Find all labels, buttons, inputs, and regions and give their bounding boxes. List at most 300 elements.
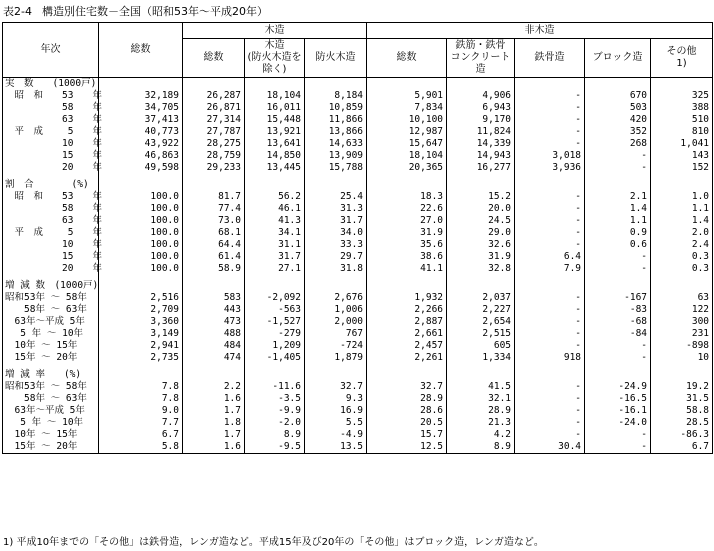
table-cell: -	[585, 429, 651, 441]
table-cell: 13,921	[245, 126, 305, 138]
housing-structure-table	[2, 22, 713, 454]
table-cell: 143	[651, 150, 713, 162]
row-label: 5 年 ～ 10年	[3, 417, 99, 429]
row-label: 10 年	[3, 138, 99, 150]
table-cell: 474	[183, 352, 245, 364]
table-cell: 31.7	[305, 215, 367, 227]
table-cell: 918	[515, 352, 585, 364]
header-group-wood: 木造	[183, 23, 367, 39]
table-body	[3, 78, 713, 454]
table-cell: -16.1	[585, 405, 651, 417]
table-cell: 488	[183, 328, 245, 340]
header-nonwood-col-0: 総数	[367, 39, 447, 78]
table-cell: 7.8	[99, 393, 183, 405]
table-cell: 231	[651, 328, 713, 340]
row-label: 15 年	[3, 150, 99, 162]
row-label: 63年～平成 5年	[3, 405, 99, 417]
table-cell: 420	[585, 114, 651, 126]
row-label: 20 年	[3, 162, 99, 174]
table-cell: -11.6	[245, 381, 305, 393]
table-cell: 2.4	[651, 239, 713, 251]
header-year: 年次	[3, 23, 99, 78]
row-label: 63 年	[3, 114, 99, 126]
table-cell: 22.6	[367, 203, 447, 215]
section-heading-row	[3, 280, 713, 292]
table-cell: 583	[183, 292, 245, 304]
table-cell: -	[585, 263, 651, 275]
table-row	[3, 138, 713, 150]
table-cell: 18.3	[367, 191, 447, 203]
table-cell: -9.9	[245, 405, 305, 417]
table-cell: -	[515, 381, 585, 393]
table-cell: 18,104	[367, 150, 447, 162]
table-cell: 2,887	[367, 316, 447, 328]
table-cell: 2,654	[447, 316, 515, 328]
table-cell: 100.0	[99, 191, 183, 203]
table-row	[3, 304, 713, 316]
table-cell: 9.3	[305, 393, 367, 405]
table-cell: 100.0	[99, 227, 183, 239]
table-cell: 484	[183, 340, 245, 352]
table-cell: -	[585, 162, 651, 174]
table-cell: 1.6	[183, 393, 245, 405]
table-cell: -724	[305, 340, 367, 352]
table-cell: 2,227	[447, 304, 515, 316]
table-row	[3, 429, 713, 441]
table-cell: 268	[585, 138, 651, 150]
table-row	[3, 316, 713, 328]
table-cell: 14,339	[447, 138, 515, 150]
table-cell: 352	[585, 126, 651, 138]
table-cell: 2,709	[99, 304, 183, 316]
table-cell: 3,018	[515, 150, 585, 162]
table-cell: 3,936	[515, 162, 585, 174]
table-cell: 2,941	[99, 340, 183, 352]
table-cell: -	[515, 316, 585, 328]
table-cell: 10,859	[305, 102, 367, 114]
table-cell: 32.6	[447, 239, 515, 251]
table-cell: 27.1	[245, 263, 305, 275]
table-cell: 34.1	[245, 227, 305, 239]
table-cell: 13,445	[245, 162, 305, 174]
table-cell: 20.0	[447, 203, 515, 215]
table-cell: 443	[183, 304, 245, 316]
table-cell: 31.7	[245, 251, 305, 263]
table-cell: 49,598	[99, 162, 183, 174]
table-cell: -	[515, 138, 585, 150]
table-cell: -	[585, 352, 651, 364]
table-row	[3, 162, 713, 174]
table-cell: 32.8	[447, 263, 515, 275]
table-cell: 9,170	[447, 114, 515, 126]
table-cell: 13,641	[245, 138, 305, 150]
table-cell: 14,850	[245, 150, 305, 162]
table-cell: -	[515, 102, 585, 114]
table-cell: -24.9	[585, 381, 651, 393]
table-cell: 68.1	[183, 227, 245, 239]
table-cell: 100.0	[99, 203, 183, 215]
table-row	[3, 417, 713, 429]
table-cell: 2,457	[367, 340, 447, 352]
table-cell: 81.7	[183, 191, 245, 203]
table-cell: 1.7	[183, 429, 245, 441]
table-cell: 61.4	[183, 251, 245, 263]
row-label: 58 年	[3, 102, 99, 114]
table-cell: 2.1	[585, 191, 651, 203]
table-cell: 1.4	[585, 203, 651, 215]
table-row	[3, 292, 713, 304]
table-cell: 7.7	[99, 417, 183, 429]
row-label: 63 年	[3, 215, 99, 227]
table-cell: 1,879	[305, 352, 367, 364]
table-cell: 7.8	[99, 381, 183, 393]
table-cell: -	[585, 441, 651, 454]
table-cell: -279	[245, 328, 305, 340]
table-cell: 325	[651, 90, 713, 102]
table-cell: 30.4	[515, 441, 585, 454]
header-nonwood-col-4: その他 1)	[651, 39, 713, 78]
table-cell: -	[515, 203, 585, 215]
table-cell: -4.9	[305, 429, 367, 441]
table-row	[3, 441, 713, 454]
row-label: 5 年 ～ 10年	[3, 328, 99, 340]
table-cell: 2,735	[99, 352, 183, 364]
table-row	[3, 328, 713, 340]
table-cell: 16,277	[447, 162, 515, 174]
table-cell: 1,209	[245, 340, 305, 352]
table-cell: -	[515, 393, 585, 405]
table-cell: 1.1	[585, 215, 651, 227]
table-cell: 0.9	[585, 227, 651, 239]
table-cell: 300	[651, 316, 713, 328]
table-cell: 29,233	[183, 162, 245, 174]
table-cell: 2,676	[305, 292, 367, 304]
table-row	[3, 215, 713, 227]
table-cell: 122	[651, 304, 713, 316]
table-cell: 41.1	[367, 263, 447, 275]
table-cell: 152	[651, 162, 713, 174]
table-cell: -563	[245, 304, 305, 316]
row-label: 平 成 5 年	[3, 126, 99, 138]
section-heading: 割 合 (%)	[3, 179, 99, 191]
table-cell: 2,515	[447, 328, 515, 340]
table-cell: 29.7	[305, 251, 367, 263]
header-nonwood-col-1: 鉄筋・鉄骨 コンクリート造	[447, 39, 515, 78]
table-cell: 26,287	[183, 90, 245, 102]
table-cell: 28,275	[183, 138, 245, 150]
table-cell: -	[515, 304, 585, 316]
row-label: 平 成 5 年	[3, 227, 99, 239]
table-cell: 31.9	[447, 251, 515, 263]
table-cell: 1,041	[651, 138, 713, 150]
table-cell: 27.0	[367, 215, 447, 227]
table-cell: 0.3	[651, 263, 713, 275]
table-cell: -	[515, 292, 585, 304]
table-cell: 7,834	[367, 102, 447, 114]
table-cell: 31.1	[245, 239, 305, 251]
table-cell: 43,922	[99, 138, 183, 150]
table-cell: 27,314	[183, 114, 245, 126]
table-row	[3, 191, 713, 203]
table-cell: -1,405	[245, 352, 305, 364]
table-cell: 15,647	[367, 138, 447, 150]
table-cell: 73.0	[183, 215, 245, 227]
table-cell: 8.9	[447, 441, 515, 454]
table-cell: 31.5	[651, 393, 713, 405]
table-cell: 10,100	[367, 114, 447, 126]
table-cell: 1.4	[651, 215, 713, 227]
table-caption: 構造別住宅数－全国（昭和53年～平成20年）	[41, 5, 268, 18]
row-label: 15年 ～ 20年	[3, 441, 99, 454]
table-cell: -167	[585, 292, 651, 304]
row-label: 10年 ～ 15年	[3, 340, 99, 352]
table-cell: 24.5	[447, 215, 515, 227]
row-label: 昭 和 53 年	[3, 90, 99, 102]
table-cell: 6,943	[447, 102, 515, 114]
table-cell: 510	[651, 114, 713, 126]
table-cell: 9.0	[99, 405, 183, 417]
table-cell: -	[515, 126, 585, 138]
section-heading-row	[3, 369, 713, 381]
table-cell: -3.5	[245, 393, 305, 405]
table-cell: 58.8	[651, 405, 713, 417]
table-cell: 28.9	[447, 405, 515, 417]
row-label: 63年～平成 5年	[3, 316, 99, 328]
table-cell: 41.5	[447, 381, 515, 393]
table-cell: -24.0	[585, 417, 651, 429]
table-cell: 14,633	[305, 138, 367, 150]
table-cell: 25.4	[305, 191, 367, 203]
table-cell: 11,866	[305, 114, 367, 126]
table-cell: -86.3	[651, 429, 713, 441]
table-cell: 31.8	[305, 263, 367, 275]
table-cell: 32.1	[447, 393, 515, 405]
section-heading-row	[3, 78, 713, 91]
table-cell: 2,516	[99, 292, 183, 304]
table-cell: 6.7	[99, 429, 183, 441]
table-cell: 1,334	[447, 352, 515, 364]
table-cell: 14,943	[447, 150, 515, 162]
table-cell: 6.4	[515, 251, 585, 263]
header-nonwood-col-3: ブロック造	[585, 39, 651, 78]
table-row	[3, 352, 713, 364]
row-label: 58 年	[3, 203, 99, 215]
table-cell: 2,661	[367, 328, 447, 340]
row-label: 昭和53年 ～ 58年	[3, 292, 99, 304]
table-cell: 20.5	[367, 417, 447, 429]
table-cell: 33.3	[305, 239, 367, 251]
table-cell: 2,000	[305, 316, 367, 328]
table-cell: -898	[651, 340, 713, 352]
table-cell: -	[515, 405, 585, 417]
table-cell: 1.1	[651, 203, 713, 215]
table-cell: 1.6	[183, 441, 245, 454]
table-cell: 13,866	[305, 126, 367, 138]
table-cell: 38.6	[367, 251, 447, 263]
table-cell: -	[585, 251, 651, 263]
table-cell: 1,006	[305, 304, 367, 316]
table-cell: 63	[651, 292, 713, 304]
table-cell: 13.5	[305, 441, 367, 454]
table-cell: 77.4	[183, 203, 245, 215]
table-cell: -	[515, 328, 585, 340]
table-cell: 16,011	[245, 102, 305, 114]
table-cell: 40,773	[99, 126, 183, 138]
table-cell: 2,037	[447, 292, 515, 304]
table-cell: 3,360	[99, 316, 183, 328]
table-row	[3, 102, 713, 114]
table-cell: 388	[651, 102, 713, 114]
table-cell: 28.6	[367, 405, 447, 417]
header-wood-col-0: 総数	[183, 39, 245, 78]
row-label: 58年 ～ 63年	[3, 393, 99, 405]
table-row	[3, 90, 713, 102]
row-label: 15年 ～ 20年	[3, 352, 99, 364]
table-cell: 7.9	[515, 263, 585, 275]
table-cell: 0.6	[585, 239, 651, 251]
table-cell: 8,184	[305, 90, 367, 102]
table-cell: 8.9	[245, 429, 305, 441]
header-wood-col-1: 木造 (防火木造を 除く)	[245, 39, 305, 78]
table-cell: -9.5	[245, 441, 305, 454]
table-cell: 2,266	[367, 304, 447, 316]
table-cell: 20,365	[367, 162, 447, 174]
row-label: 10 年	[3, 239, 99, 251]
table-cell: -	[515, 90, 585, 102]
table-cell: 26,871	[183, 102, 245, 114]
table-cell: 11,824	[447, 126, 515, 138]
table-row	[3, 381, 713, 393]
table-cell: 2.0	[651, 227, 713, 239]
table-row	[3, 340, 713, 352]
table-cell: -2,092	[245, 292, 305, 304]
table-cell: -	[515, 340, 585, 352]
table-number: 表2-4	[3, 5, 32, 18]
section-heading-row	[3, 179, 713, 191]
table-row	[3, 393, 713, 405]
section-heading: 実 数 (1000戸)	[3, 78, 99, 91]
table-cell: 4.2	[447, 429, 515, 441]
table-cell: -	[515, 239, 585, 251]
table-cell: 37,413	[99, 114, 183, 126]
table-cell: 35.6	[367, 239, 447, 251]
row-label: 58年 ～ 63年	[3, 304, 99, 316]
table-cell: 1.0	[651, 191, 713, 203]
table-cell: 34.0	[305, 227, 367, 239]
table-cell: 28.5	[651, 417, 713, 429]
table-cell: 4,906	[447, 90, 515, 102]
table-cell: 15,788	[305, 162, 367, 174]
table-cell: -1,527	[245, 316, 305, 328]
table-cell: 12,987	[367, 126, 447, 138]
table-cell: 1.8	[183, 417, 245, 429]
header-total: 総数	[99, 23, 183, 78]
table-cell: 12.5	[367, 441, 447, 454]
table-cell: -	[515, 227, 585, 239]
table-cell: 31.3	[305, 203, 367, 215]
table-cell: -	[515, 191, 585, 203]
table-row	[3, 150, 713, 162]
table-cell: -68	[585, 316, 651, 328]
header-wood-col-2: 防火木造	[305, 39, 367, 78]
table-cell: 767	[305, 328, 367, 340]
table-row	[3, 126, 713, 138]
table-cell: 15.2	[447, 191, 515, 203]
table-cell: 27,787	[183, 126, 245, 138]
table-cell: 19.2	[651, 381, 713, 393]
row-label: 20 年	[3, 263, 99, 275]
table-row	[3, 227, 713, 239]
table-row	[3, 251, 713, 263]
table-cell: 32.7	[305, 381, 367, 393]
table-cell: 810	[651, 126, 713, 138]
section-heading: 増 減 率 (%)	[3, 369, 99, 381]
table-cell: 32.7	[367, 381, 447, 393]
table-cell: -84	[585, 328, 651, 340]
row-label: 昭 和 53 年	[3, 191, 99, 203]
table-cell: -	[515, 114, 585, 126]
table-cell: 5.8	[99, 441, 183, 454]
table-cell: 31.9	[367, 227, 447, 239]
table-cell: 100.0	[99, 263, 183, 275]
footnote: 1) 平成10年までの「その他」は鉄骨造，レンガ造など。平成15年及び20年の「その他」はブロック造，レンガ造など。	[3, 537, 544, 548]
table-cell: 2,261	[367, 352, 447, 364]
table-cell: 16.9	[305, 405, 367, 417]
table-cell: 100.0	[99, 215, 183, 227]
table-cell: 100.0	[99, 239, 183, 251]
table-cell: 56.2	[245, 191, 305, 203]
table-cell: 10	[651, 352, 713, 364]
table-cell: 3,149	[99, 328, 183, 340]
table-cell: 605	[447, 340, 515, 352]
table-cell: 15.7	[367, 429, 447, 441]
table-cell: -	[515, 215, 585, 227]
table-cell: 13,909	[305, 150, 367, 162]
table-row	[3, 405, 713, 417]
table-cell: 5.5	[305, 417, 367, 429]
table-cell: -16.5	[585, 393, 651, 405]
row-label: 10年 ～ 15年	[3, 429, 99, 441]
table-cell: 34,705	[99, 102, 183, 114]
table-cell: 46.1	[245, 203, 305, 215]
table-row	[3, 239, 713, 251]
table-cell: -2.0	[245, 417, 305, 429]
table-cell: 5,901	[367, 90, 447, 102]
table-cell: 2.2	[183, 381, 245, 393]
table-cell: -	[515, 417, 585, 429]
table-cell: 6.7	[651, 441, 713, 454]
table-cell: 21.3	[447, 417, 515, 429]
table-cell: -83	[585, 304, 651, 316]
row-label: 昭和53年 ～ 58年	[3, 381, 99, 393]
table-cell: 670	[585, 90, 651, 102]
header-group-nonwood: 非木造	[367, 23, 713, 39]
table-cell: 58.9	[183, 263, 245, 275]
table-cell: 28,759	[183, 150, 245, 162]
table-cell: 100.0	[99, 251, 183, 263]
table-cell: 1.7	[183, 405, 245, 417]
table-cell: 32,189	[99, 90, 183, 102]
table-cell: 15,448	[245, 114, 305, 126]
table-cell: 29.0	[447, 227, 515, 239]
table-cell: -	[585, 150, 651, 162]
table-cell: -	[585, 340, 651, 352]
table-cell: 503	[585, 102, 651, 114]
table-cell: 41.3	[245, 215, 305, 227]
table-cell: 28.9	[367, 393, 447, 405]
table-cell: 64.4	[183, 239, 245, 251]
table-cell: 1,932	[367, 292, 447, 304]
